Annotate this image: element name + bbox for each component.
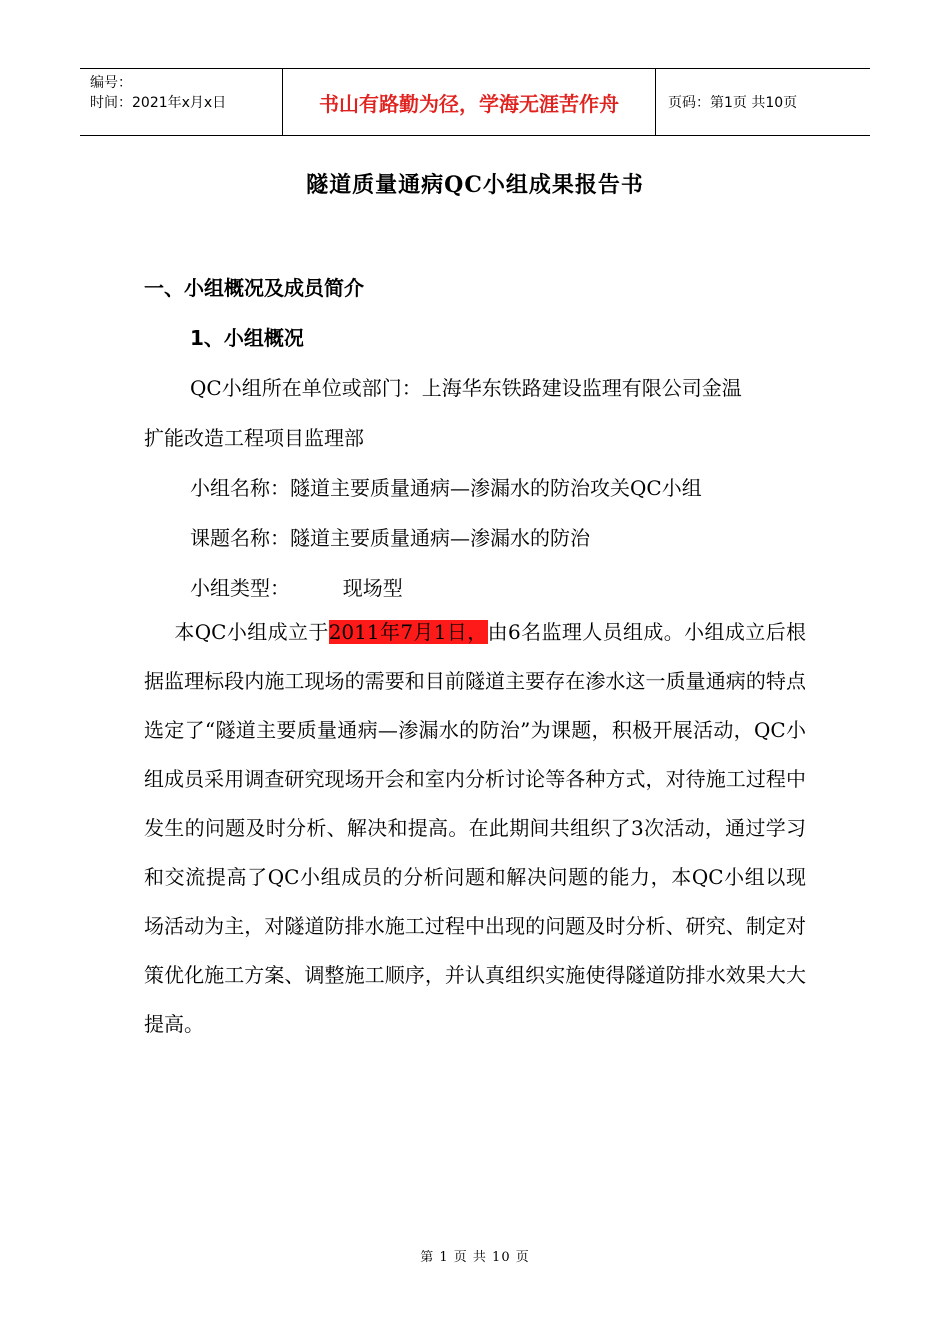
unit-line-1: QC小组所在单位或部门：上海华东铁路建设监理有限公司金温 <box>190 376 742 400</box>
body-paragraph <box>144 608 806 1049</box>
subsection-heading: 1、小组概况 <box>190 326 304 350</box>
para-before-text: 本QC小组成立于 <box>174 620 329 644</box>
header-page-label: 页码：第1页 共10页 <box>668 95 798 111</box>
number-label: 编号： <box>90 75 132 91</box>
group-type-label: 小组类型： <box>190 576 290 600</box>
date-label: 时间：2021年x月x日 <box>90 95 227 111</box>
group-type-line <box>190 572 403 601</box>
para-after-text: 由6名监理人员组成。小组成立后根据监理标段内施工现场的需要和目前隧道主要存在渗水这一质量通病的特点选定了“隧道主要质量通病—渗漏水的防治”为课题，积极开展活动，QC小组成员采用调查研究现场开会和室内分析讨论等各种方式，对待施工过程中发生的问题及时分析、解决和提高。在此期间共组织了3次活动，通过学习和交流提高了QC小组成员的分析问题和解决问题的能力，本QC小组以现场活动为主，对隧道防排水施工过程中出现的问题及时分析、研究、制定对策优化施工方案、调整施工顺序，并认真组织实施使得隧道防排水效果大大提高。 <box>144 620 806 1036</box>
header-meta <box>80 69 282 135</box>
unit-line-2: 扩能改造工程项目监理部 <box>144 426 364 450</box>
section-heading: 一、小组概况及成员简介 <box>144 276 364 300</box>
document-title: 隧道质量通病QC小组成果报告书 <box>306 172 644 198</box>
header-motto: 书山有路勤为径，学海无涯苦作舟 <box>282 69 656 135</box>
page-footer: 第 1 页 共 10 页 <box>420 1250 530 1265</box>
group-type-value: 现场型 <box>342 576 403 600</box>
highlighted-date: 2011年7月1日， <box>328 620 488 644</box>
group-name-line: 小组名称：隧道主要质量通病—渗漏水的防治攻关QC小组 <box>190 476 702 500</box>
topic-name-line: 课题名称：隧道主要质量通病—渗漏水的防治 <box>190 526 590 550</box>
page-header <box>80 68 870 136</box>
